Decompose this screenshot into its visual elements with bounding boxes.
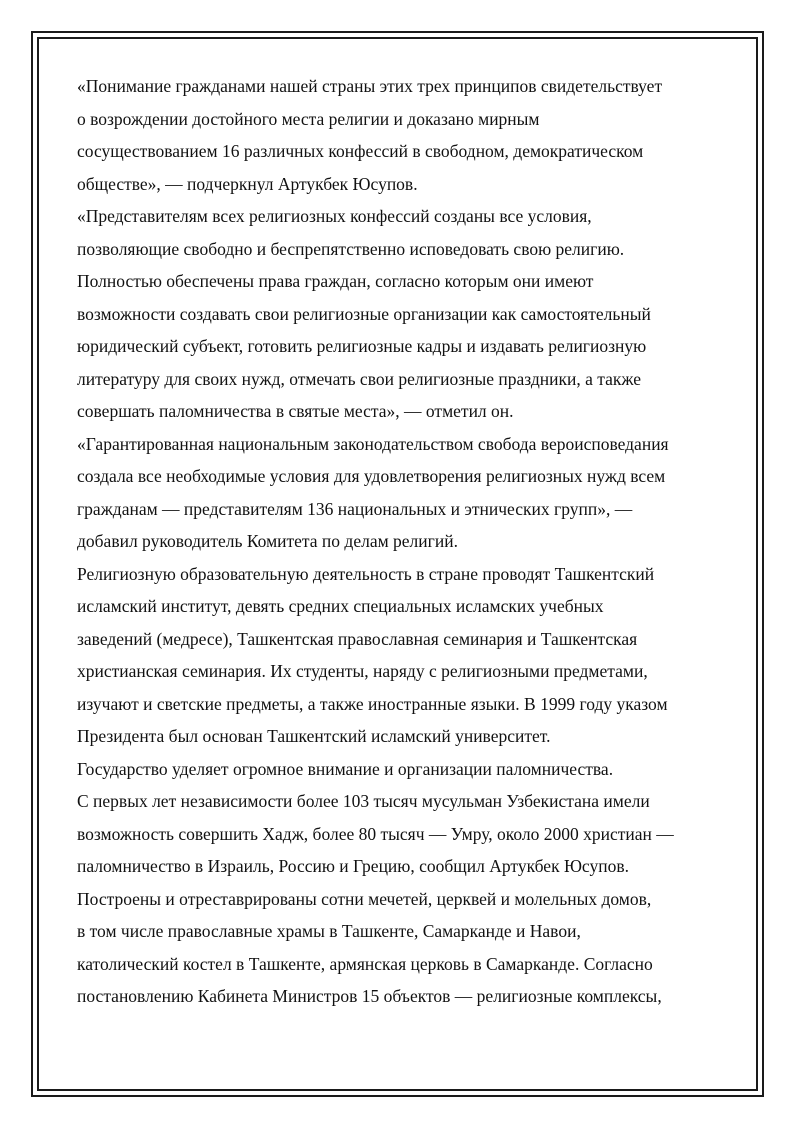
text-line: создала все необходимые условия для удовлетворения религиозных нужд всем — [77, 466, 666, 486]
text-line: исламский институт, девять средних специальных исламских учебных — [77, 596, 604, 616]
text-line: литературу для своих нужд, отмечать свои религиозные праздники, а также — [77, 368, 642, 389]
text-line: гражданам — представителям 136 национальных и этнических групп», — — [77, 498, 633, 519]
text-line: возможности создавать свои религиозные организации как самостоятельный — [77, 303, 651, 324]
text-line: Полностью обеспечены права граждан, согласно которым они имеют — [77, 271, 594, 291]
text-line: христианская семинария. Их студенты, наряду с религиозными предметами, — [77, 661, 648, 681]
document-body — [77, 70, 737, 1013]
text-line: позволяющие свободно и беспрепятственно исповедовать свою религию. — [77, 238, 625, 259]
text-line: добавил руководитель Комитета по делам религий. — [77, 531, 458, 551]
text-line: сосуществованием 16 различных конфессий в свободном, демократическом — [77, 141, 644, 161]
text-line: «Представителям всех религиозных конфессий созданы все условия, — [77, 206, 592, 226]
text-line: возможность совершить Хадж, более 80 тысяч — Умру, около 2000 христиан — — [77, 823, 674, 844]
text-line: Построены и отреставрированы сотни мечетей, церквей и молельных домов, — [77, 888, 652, 909]
text-line: С первых лет независимости более 103 тысяч мусульман Узбекистана имели — [77, 791, 650, 811]
text-line: «Понимание гражданами нашей страны этих трех принципов свидетельствует — [77, 76, 663, 96]
text-line: постановлению Кабинета Министров 15 объектов — религиозные комплексы, — [77, 986, 662, 1006]
text-line: обществе», — подчеркнул Артукбек Юсупов. — [77, 173, 418, 194]
text-line: Религиозную образовательную деятельность в стране проводят Ташкентский — [77, 563, 655, 584]
text-line: заведений (медресе), Ташкентская православная семинария и Ташкентская — [77, 628, 638, 649]
text-line: изучают и светские предметы, а также иностранные языки. В 1999 году указом — [77, 693, 668, 714]
text-line: совершать паломничества в святые места», — отметил он. — [77, 401, 514, 421]
text-line: в том числе православные храмы в Ташкенте, Самарканде и Навои, — [77, 921, 581, 941]
text-line: Президента был основан Ташкентский исламский университет. — [77, 726, 551, 746]
text-line: Государство уделяет огромное внимание и организации паломничества. — [77, 758, 614, 779]
text-line: юридический субъект, готовить религиозные кадры и издавать религиозную — [77, 336, 647, 356]
text-line: паломничество в Израиль, Россию и Грецию, сообщил Артукбек Юсупов. — [77, 856, 629, 876]
text-line: «Гарантированная национальным законодательством свобода вероисповедания — [77, 433, 669, 454]
text-line: католический костел в Ташкенте, армянская церковь в Самарканде. Согласно — [77, 953, 653, 974]
text-line: о возрождении достойного места религии и доказано мирным — [77, 108, 540, 129]
